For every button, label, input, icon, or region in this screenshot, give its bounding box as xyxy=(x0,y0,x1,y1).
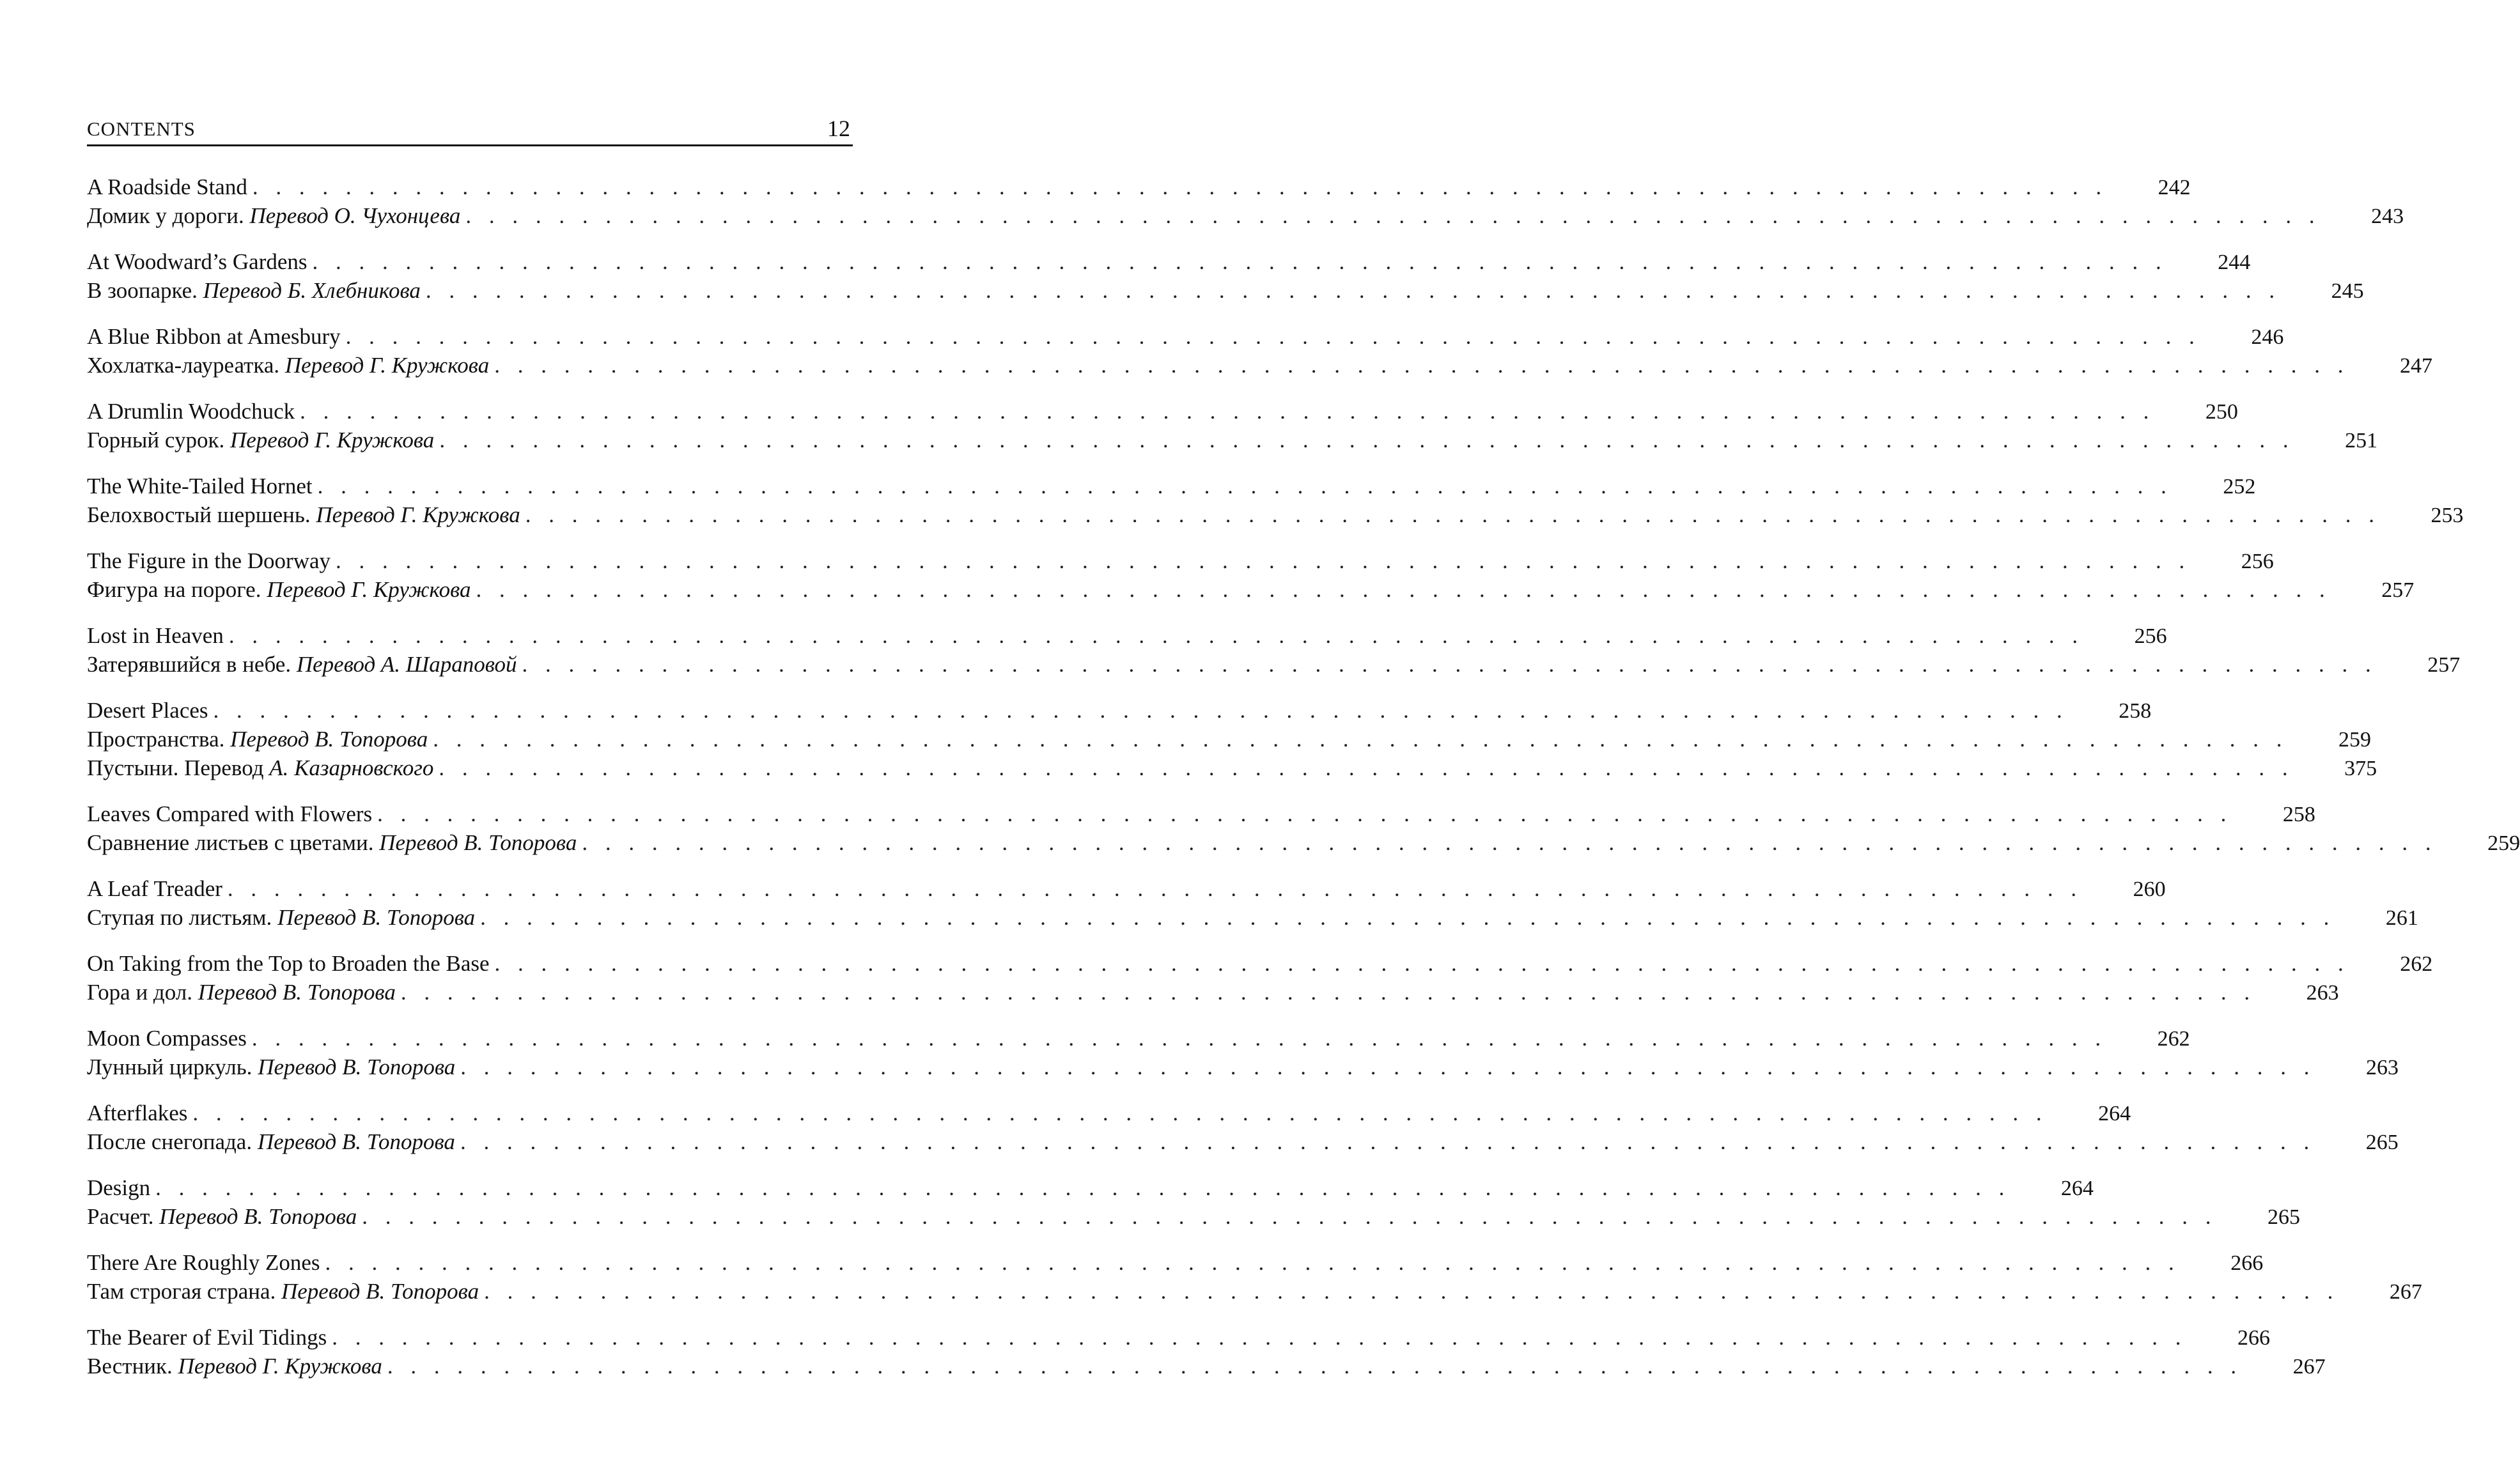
dot-leader: . . . . . . . . . . . . . . . . . . . . . . . . . . . . . . . . . . . . . . . . . . . . . . . . . . . . . . . . . . . . . . . . . . . . . . . . . . . . . . . . xyxy=(312,249,2168,274)
toc-entry-translation xyxy=(87,426,2378,454)
toc-entry-title: A Drumlin Woodchuck xyxy=(87,399,295,424)
toc-entry-translator: Перевод В. Топорова xyxy=(159,1204,357,1229)
toc-entry-translator: Перевод В. Топорова xyxy=(277,905,476,930)
toc-entry-title: Moon Compasses xyxy=(87,1026,247,1051)
toc-entry-translation xyxy=(87,725,2371,754)
toc-entry-text xyxy=(87,1323,332,1352)
toc-entry-translator: Перевод Г. Кружкова xyxy=(229,428,435,452)
toc-entry-text xyxy=(87,1173,155,1202)
dot-leader: . . . . . . . . . . . . . . . . . . . . . . . . . . . . . . . . . . . . . . . . . . . . . . . . . . . . . . . . . . . . . . . . . . . . . . . . . . . . . . . . xyxy=(317,474,2173,499)
dot-leader: . . . . . . . . . . . . . . . . . . . . . . . . . . . . . . . . . . . . . . . . . . . . . . . . . . . . . . . . . . . . . . . . . . . . . . . . . . . . . . . . xyxy=(227,876,2083,901)
toc-entry-text xyxy=(87,1248,325,1277)
toc-entry-translation xyxy=(87,276,2364,305)
toc-entry-page-number: 244 xyxy=(2218,251,2251,274)
toc-entry-original xyxy=(87,546,2274,575)
toc-entry-page-number: 263 xyxy=(2306,981,2339,1005)
toc-entry-group xyxy=(87,1099,2399,1156)
toc-entry-translator: Перевод В. Топорова xyxy=(257,1129,455,1154)
toc-entry-text xyxy=(87,1127,460,1156)
toc-entry-page-number: 256 xyxy=(2241,550,2274,573)
toc-entry-text xyxy=(87,1024,252,1053)
toc-entry-group xyxy=(87,1323,2326,1380)
toc-entry-page-number: 263 xyxy=(2366,1056,2399,1079)
dot-leader: . . . . . . . . . . . . . . . . . . . . . . . . . . . . . . . . . . . . . . . . . . . . . . . . . . . . . . . . . . . . . . . . . . . . . . . . . . . . . . . . xyxy=(362,1204,2217,1229)
toc-entry-title: Фигура на пороге. xyxy=(87,577,261,602)
toc-entry-text xyxy=(87,351,494,380)
toc-entry-page-number: 253 xyxy=(2431,504,2464,527)
toc-entry-text xyxy=(87,903,480,932)
toc-entry-page-number: 252 xyxy=(2223,475,2256,499)
toc-entry-translator: Перевод В. Топорова xyxy=(258,1055,456,1079)
dot-leader: . . . . . . . . . . . . . . . . . . . . . . . . . . . . . . . . . . . . . . . . . . . . . . . . . . . . . . . . . . . . . . . . . . . . . . . . . . . . . . . . xyxy=(252,174,2108,199)
toc-entry-original xyxy=(87,173,2191,201)
toc-entry-title: Lost in Heaven xyxy=(87,623,224,648)
toc-entry-page-number: 259 xyxy=(2338,728,2371,752)
dot-leader: . . . . . . . . . . . . . . . . . . . . . . . . . . . . . . . . . . . . . . . . . . . . . . . . . . . . . . . . . . . . . . . . . . . . . . . . . . . . . . . . xyxy=(345,324,2201,349)
toc-entry-title: Desert Places xyxy=(87,698,208,723)
toc-entry-title: Белохвостый шершень. xyxy=(87,502,311,527)
toc-entry-title: Домик у дороги. xyxy=(87,203,244,228)
toc-entry-original xyxy=(87,472,2256,500)
toc-entry-text xyxy=(87,1202,362,1231)
toc-entry-title: The Bearer of Evil Tidings xyxy=(87,1325,327,1350)
toc-entry-text xyxy=(87,472,318,500)
toc-entry-text xyxy=(87,874,228,903)
toc-entry-text xyxy=(87,949,495,978)
toc-entry-group xyxy=(87,173,2404,230)
toc-entry-text xyxy=(87,426,439,454)
toc-entry-text xyxy=(87,322,346,351)
toc-entry-title: Пустыни. Перевод xyxy=(87,755,264,780)
dot-leader: . . . . . . . . . . . . . . . . . . . . . . . . . . . . . . . . . . . . . . . . . . . . . . . . . . . . . . . . . . . . . . . . . . . . . . . . . . . . . . . . xyxy=(460,1129,2315,1154)
toc-entry-group xyxy=(87,397,2378,454)
toc-entry-text xyxy=(87,276,426,305)
toc-entry-page-number: 267 xyxy=(2292,1355,2326,1379)
toc-entry-title: A Leaf Treader xyxy=(87,876,222,901)
toc-entry-title: Хохлатка-лауреатка. xyxy=(87,353,280,378)
dot-leader: . . . . . . . . . . . . . . . . . . . . . . . . . . . . . . . . . . . . . . . . . . . . . . . . . . . . . . . . . . . . . . . . . . . . . . . . . . . . . . . . xyxy=(325,1250,2181,1275)
toc-entry-text xyxy=(87,397,300,426)
toc-entry-translation xyxy=(87,754,2377,782)
table-of-contents xyxy=(87,173,2520,1398)
running-head-title: CONTENTS xyxy=(87,118,196,140)
toc-entry-title: Design xyxy=(87,1175,151,1200)
dot-leader: . . . . . . . . . . . . . . . . . . . . . . . . . . . . . . . . . . . . . . . . . . . . . . . . . . . . . . . . . . . . . . . . . . . . . . . . . . . . . . . . xyxy=(582,830,2438,855)
toc-entry-page-number: 264 xyxy=(2060,1177,2094,1200)
toc-entry-translation xyxy=(87,1352,2326,1380)
toc-entry-original xyxy=(87,874,2166,903)
toc-entry-translation xyxy=(87,1202,2300,1231)
toc-entry-page-number: 261 xyxy=(2385,906,2418,930)
toc-entry-translation xyxy=(87,1127,2399,1156)
dot-leader: . . . . . . . . . . . . . . . . . . . . . . . . . . . . . . . . . . . . . . . . . . . . . . . . . . . . . . . . . . . . . . . . . . . . . . . . . . . . . . . . xyxy=(522,652,2377,677)
toc-entry-translation xyxy=(87,903,2418,932)
toc-entry-group xyxy=(87,621,2461,679)
toc-entry-title: Затерявшийся в небе. xyxy=(87,652,292,677)
toc-entry-translator: Перевод О. Чухонцева xyxy=(249,203,461,228)
toc-entry-page-number: 243 xyxy=(2371,205,2404,228)
toc-entry-group xyxy=(87,546,2415,604)
toc-entry-translation xyxy=(87,1277,2422,1306)
toc-entry-page-number: 257 xyxy=(2381,578,2415,602)
toc-entry-original xyxy=(87,1099,2131,1127)
dot-leader: . . . . . . . . . . . . . . . . . . . . . . . . . . . . . . . . . . . . . . . . . . . . . . . . . . . . . . . . . . . . . . . . . . . . . . . . . . . . . . . . xyxy=(465,203,2321,228)
dot-leader: . . . . . . . . . . . . . . . . . . . . . . . . . . . . . . . . . . . . . . . . . . . . . . . . . . . . . . . . . . . . . . . . . . . . . . . . . . . . . . . . xyxy=(439,428,2295,452)
toc-entry-title: Там строгая страна. xyxy=(87,1279,276,1304)
dot-leader: . . . . . . . . . . . . . . . . . . . . . . . . . . . . . . . . . . . . . . . . . . . . . . . . . . . . . . . . . . . . . . . . . . . . . . . . . . . . . . . . xyxy=(484,1279,2339,1304)
dot-leader: . . . . . . . . . . . . . . . . . . . . . . . . . . . . . . . . . . . . . . . . . . . . . . . . . . . . . . . . . . . . . . . . . . . . . . . . . . . . . . . . xyxy=(494,951,2350,976)
dot-leader: . . . . . . . . . . . . . . . . . . . . . . . . . . . . . . . . . . . . . . . . . . . . . . . . . . . . . . . . . . . . . . . . . . . . . . . . . . . . . . . . xyxy=(155,1175,2011,1200)
dot-leader: . . . . . . . . . . . . . . . . . . . . . . . . . . . . . . . . . . . . . . . . . . . . . . . . . . . . . . . . . . . . . . . . . . . . . . . . . . . . . . . . xyxy=(228,623,2084,648)
toc-entry-translator: Перевод В. Топорова xyxy=(379,830,577,855)
toc-entry-translator: Перевод Б. Хлебникова xyxy=(203,278,421,303)
toc-entry-group xyxy=(87,322,2432,380)
toc-entry-translator: Перевод Г. Кружкова xyxy=(267,577,471,602)
toc-entry-text xyxy=(87,725,433,754)
toc-entry-original xyxy=(87,322,2284,351)
dot-leader: . . . . . . . . . . . . . . . . . . . . . . . . . . . . . . . . . . . . . . . . . . . . . . . . . . . . . . . . . . . . . . . . . . . . . . . . . . . . . . . . xyxy=(336,548,2191,573)
toc-entry-original xyxy=(87,1024,2190,1053)
toc-entry-title: Горный сурок. xyxy=(87,428,225,452)
toc-entry-title: The White-Tailed Hornet xyxy=(87,474,313,499)
toc-entry-translator: Перевод В. Топорова xyxy=(281,1279,479,1304)
toc-entry-page-number: 265 xyxy=(2267,1205,2300,1229)
toc-entry-translator: Перевод В. Топорова xyxy=(198,980,396,1005)
toc-entry-text xyxy=(87,800,377,828)
toc-entry-translator: Перевод В. Топорова xyxy=(230,727,428,752)
toc-entry-page-number: 266 xyxy=(2237,1326,2270,1350)
toc-entry-group xyxy=(87,1173,2300,1231)
toc-entry-title: Сравнение листьев с цветами. xyxy=(87,830,374,855)
toc-entry-title: Расчет. xyxy=(87,1204,154,1229)
toc-entry-text xyxy=(87,201,465,230)
toc-entry-translation xyxy=(87,828,2520,857)
dot-leader: . . . . . . . . . . . . . . . . . . . . . . . . . . . . . . . . . . . . . . . . . . . . . . . . . . . . . . . . . . . . . . . . . . . . . . . . . . . . . . . . xyxy=(476,577,2331,602)
toc-entry-translation xyxy=(87,1053,2399,1081)
toc-entry-title: A Blue Ribbon at Amesbury xyxy=(87,324,341,349)
toc-entry-translation xyxy=(87,201,2404,230)
dot-leader: . . . . . . . . . . . . . . . . . . . . . . . . . . . . . . . . . . . . . . . . . . . . . . . . . . . . . . . . . . . . . . . . . . . . . . . . . . . . . . . . xyxy=(387,1354,2243,1379)
toc-entry-title: Leaves Compared with Flowers xyxy=(87,801,373,826)
toc-entry-text xyxy=(87,1277,484,1306)
toc-entry-title: Afterflakes xyxy=(87,1101,188,1125)
toc-entry-original xyxy=(87,800,2315,828)
toc-entry-text xyxy=(87,247,313,276)
toc-entry-page-number: 262 xyxy=(2157,1027,2190,1051)
running-head xyxy=(87,115,853,146)
toc-entry-translator: Перевод Г. Кружкова xyxy=(316,502,520,527)
toc-entry-page-number: 242 xyxy=(2158,176,2191,199)
toc-entry-title: At Woodward’s Gardens xyxy=(87,249,307,274)
toc-entry-translator: А. Казарновского xyxy=(269,755,434,780)
toc-entry-title: Гора и дол. xyxy=(87,980,192,1005)
toc-entry-group xyxy=(87,1024,2399,1081)
dot-leader: . . . . . . . . . . . . . . . . . . . . . . . . . . . . . . . . . . . . . . . . . . . . . . . . . . . . . . . . . . . . . . . . . . . . . . . . . . . . . . . . xyxy=(439,755,2294,780)
toc-entry-group xyxy=(87,874,2418,932)
toc-entry-title: После снегопада. xyxy=(87,1129,253,1154)
toc-entry-translation xyxy=(87,978,2339,1007)
toc-entry-translator: Перевод А. Шараповой xyxy=(296,652,517,677)
toc-entry-translation xyxy=(87,351,2432,380)
toc-entry-text xyxy=(87,754,439,782)
toc-entry-page-number: 251 xyxy=(2345,429,2378,452)
dot-leader: . . . . . . . . . . . . . . . . . . . . . . . . . . . . . . . . . . . . . . . . . . . . . . . . . . . . . . . . . . . . . . . . . . . . . . . . . . . . . . . . xyxy=(525,502,2381,527)
toc-entry-title: There Are Roughly Zones xyxy=(87,1250,320,1275)
toc-entry-page-number: 260 xyxy=(2133,877,2166,901)
dot-leader: . . . . . . . . . . . . . . . . . . . . . . . . . . . . . . . . . . . . . . . . . . . . . . . . . . . . . . . . . . . . . . . . . . . . . . . . . . . . . . . . xyxy=(480,905,2335,930)
toc-entry-page-number: 246 xyxy=(2251,325,2284,349)
toc-entry-page-number: 257 xyxy=(2427,653,2461,677)
dot-leader: . . . . . . . . . . . . . . . . . . . . . . . . . . . . . . . . . . . . . . . . . . . . . . . . . . . . . . . . . . . . . . . . . . . . . . . . . . . . . . . . xyxy=(251,1026,2107,1051)
toc-entry-title: Пространства. xyxy=(87,727,225,752)
toc-entry-original xyxy=(87,1248,2264,1277)
dot-leader: . . . . . . . . . . . . . . . . . . . . . . . . . . . . . . . . . . . . . . . . . . . . . . . . . . . . . . . . . . . . . . . . . . . . . . . . . . . . . . . . xyxy=(494,353,2349,378)
toc-entry-translation xyxy=(87,650,2461,679)
toc-entry-group xyxy=(87,949,2433,1007)
toc-entry-original xyxy=(87,247,2251,276)
toc-entry-text xyxy=(87,621,229,650)
page-number: 12 xyxy=(827,116,850,141)
toc-entry-group xyxy=(87,472,2464,529)
book-page xyxy=(87,0,2520,1484)
toc-entry-group xyxy=(87,800,2520,857)
toc-entry-title: Вестник. xyxy=(87,1354,173,1379)
toc-entry-original xyxy=(87,1173,2094,1202)
toc-entry-text xyxy=(87,575,476,604)
dot-leader: . . . . . . . . . . . . . . . . . . . . . . . . . . . . . . . . . . . . . . . . . . . . . . . . . . . . . . . . . . . . . . . . . . . . . . . . . . . . . . . . xyxy=(433,727,2288,752)
toc-entry-text xyxy=(87,1053,460,1081)
toc-entry-group xyxy=(87,696,2377,782)
toc-entry-title: Лунный циркуль. xyxy=(87,1055,253,1079)
dot-leader: . . . . . . . . . . . . . . . . . . . . . . . . . . . . . . . . . . . . . . . . . . . . . . . . . . . . . . . . . . . . . . . . . . . . . . . . . . . . . . . . xyxy=(400,980,2256,1005)
toc-entry-text xyxy=(87,173,253,201)
toc-entry-original xyxy=(87,1323,2270,1352)
toc-entry-page-number: 266 xyxy=(2230,1251,2264,1275)
dot-leader: . . . . . . . . . . . . . . . . . . . . . . . . . . . . . . . . . . . . . . . . . . . . . . . . . . . . . . . . . . . . . . . . . . . . . . . . . . . . . . . . xyxy=(377,801,2232,826)
toc-entry-text xyxy=(87,696,214,725)
toc-entry-text xyxy=(87,828,582,857)
toc-entry-translator: Перевод Г. Кружкова xyxy=(178,1354,382,1379)
dot-leader: . . . . . . . . . . . . . . . . . . . . . . . . . . . . . . . . . . . . . . . . . . . . . . . . . . . . . . . . . . . . . . . . . . . . . . . . . . . . . . . . xyxy=(460,1055,2316,1079)
toc-entry-translation xyxy=(87,500,2464,529)
toc-entry-page-number: 256 xyxy=(2134,624,2167,648)
toc-entry-title: Ступая по листьям. xyxy=(87,905,272,930)
toc-entry-text xyxy=(87,1352,387,1380)
toc-entry-original xyxy=(87,696,2152,725)
toc-entry-page-number: 245 xyxy=(2331,279,2364,303)
dot-leader: . . . . . . . . . . . . . . . . . . . . . . . . . . . . . . . . . . . . . . . . . . . . . . . . . . . . . . . . . . . . . . . . . . . . . . . . . . . . . . . . xyxy=(425,278,2281,303)
toc-entry-text xyxy=(87,1099,192,1127)
toc-entry-text xyxy=(87,650,522,679)
toc-entry-text xyxy=(87,500,525,529)
dot-leader: . . . . . . . . . . . . . . . . . . . . . . . . . . . . . . . . . . . . . . . . . . . . . . . . . . . . . . . . . . . . . . . . . . . . . . . . . . . . . . . . xyxy=(300,399,2155,424)
toc-entry-original xyxy=(87,397,2238,426)
dot-leader: . . . . . . . . . . . . . . . . . . . . . . . . . . . . . . . . . . . . . . . . . . . . . . . . . . . . . . . . . . . . . . . . . . . . . . . . . . . . . . . . xyxy=(213,698,2069,723)
toc-entry-page-number: 264 xyxy=(2098,1102,2131,1125)
dot-leader: . . . . . . . . . . . . . . . . . . . . . . . . . . . . . . . . . . . . . . . . . . . . . . . . . . . . . . . . . . . . . . . . . . . . . . . . . . . . . . . . xyxy=(192,1101,2048,1125)
toc-entry-group xyxy=(87,1248,2422,1306)
toc-entry-page-number: 265 xyxy=(2365,1131,2399,1154)
toc-entry-page-number: 250 xyxy=(2205,400,2238,424)
toc-entry-original xyxy=(87,949,2433,978)
toc-entry-text xyxy=(87,546,336,575)
toc-entry-title: A Roadside Stand xyxy=(87,174,247,199)
toc-entry-page-number: 262 xyxy=(2400,952,2433,976)
toc-entry-title: В зоопарке. xyxy=(87,278,198,303)
toc-entry-page-number: 375 xyxy=(2344,757,2377,780)
toc-entry-title: On Taking from the Top to Broaden the Base xyxy=(87,951,490,976)
toc-entry-translation xyxy=(87,575,2415,604)
toc-entry-translator: Перевод Г. Кружкова xyxy=(284,353,490,378)
toc-entry-group xyxy=(87,247,2364,305)
toc-entry-page-number: 258 xyxy=(2282,803,2315,826)
toc-entry-page-number: 259 xyxy=(2487,831,2520,855)
toc-entry-page-number: 247 xyxy=(2399,354,2432,378)
toc-entry-title: The Figure in the Doorway xyxy=(87,548,331,573)
toc-entry-text xyxy=(87,978,401,1007)
toc-entry-page-number: 267 xyxy=(2389,1280,2422,1304)
dot-leader: . . . . . . . . . . . . . . . . . . . . . . . . . . . . . . . . . . . . . . . . . . . . . . . . . . . . . . . . . . . . . . . . . . . . . . . . . . . . . . . . xyxy=(332,1325,2187,1350)
toc-entry-page-number: 258 xyxy=(2119,699,2152,723)
toc-entry-original xyxy=(87,621,2167,650)
